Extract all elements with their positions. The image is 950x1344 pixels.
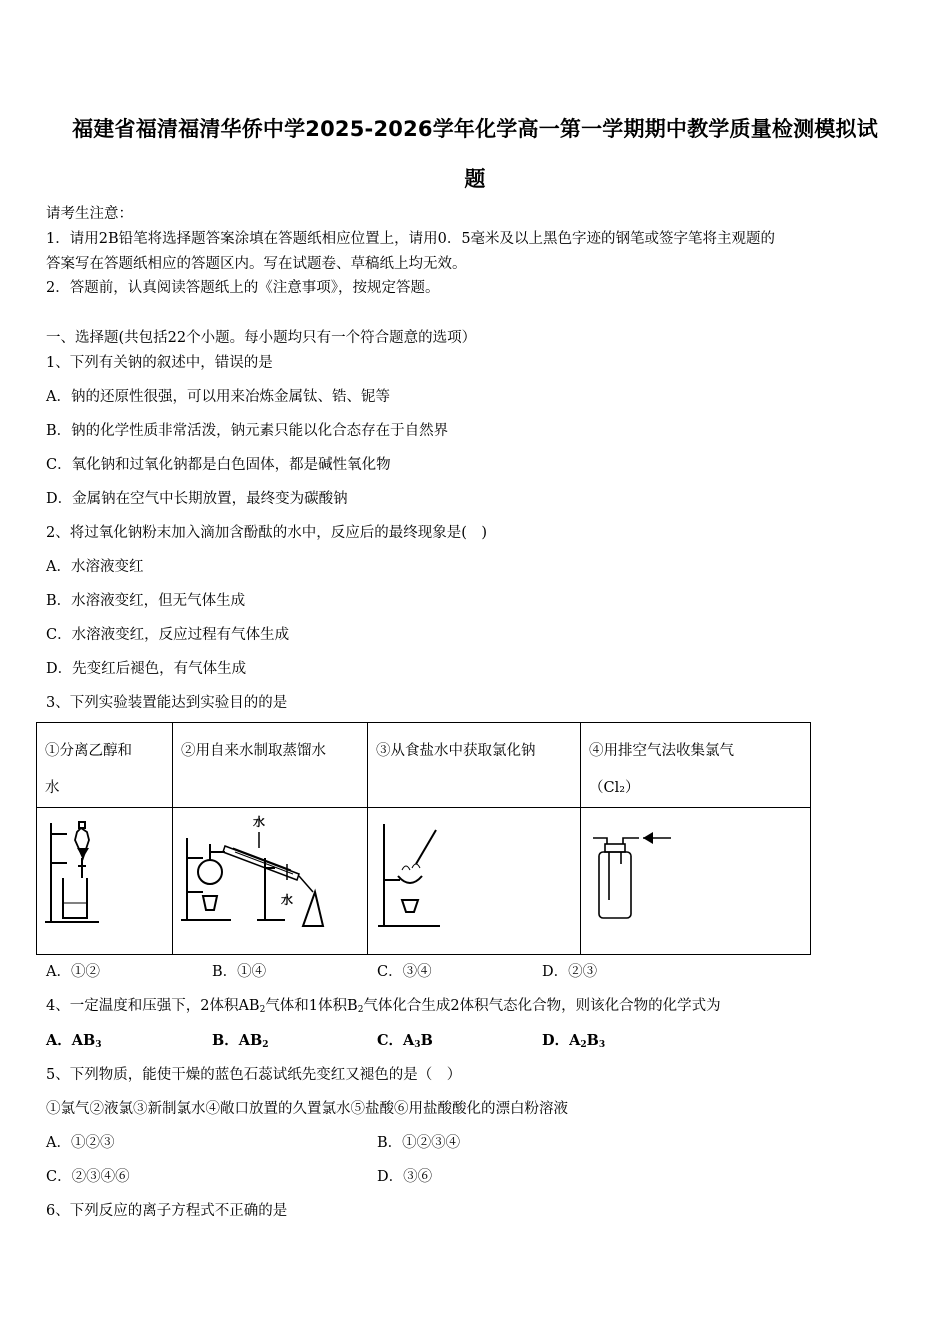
- question-5-stem: 5、下列物质，能使干燥的蓝色石蕊试纸先变红又褪色的是（ ）: [46, 1067, 462, 1083]
- question-5-option-a[interactable]: A．①②③: [46, 1135, 115, 1151]
- section-heading: 一、选择题(共包括22个小题。每小题均只有一个符合题意的选项）: [46, 330, 477, 346]
- question-2-stem: 2、将过氧化钠粉末加入滴加含酚酞的水中，反应后的最终现象是( ): [46, 525, 488, 541]
- evaporation-apparatus-diagram: [368, 808, 580, 954]
- apparatus-cell-3-label: [368, 723, 581, 808]
- notice-heading: 请考生注意：: [46, 206, 133, 222]
- question-2-option-d[interactable]: D．先变红后褪色，有气体生成: [46, 661, 247, 677]
- cell-3-label-line1: ③从食盐水中获取氯化钠: [376, 743, 536, 759]
- cell-2-label-line1: ②用自来水制取蒸馏水: [181, 743, 326, 759]
- distillation-apparatus-diagram: [173, 808, 367, 954]
- question-3-option-b[interactable]: B．①④: [212, 964, 267, 980]
- question-4-option-c[interactable]: C．$A_3B$: [377, 1032, 433, 1050]
- question-1-option-d[interactable]: D．金属钠在空气中长期放置，最终变为碳酸钠: [46, 491, 348, 507]
- question-3-stem: 3、下列实验装置能达到实验目的的是: [46, 695, 288, 711]
- question-5-option-d[interactable]: D．③⑥: [377, 1169, 433, 1185]
- water-outlet-label: 水: [281, 893, 294, 907]
- notice-item2: 2．答题前，认真阅读答题纸上的《注意事项》，按规定答题。: [46, 280, 440, 296]
- apparatus-cell-1-label: [37, 723, 173, 808]
- question-5-items: ①氯气②液氯③新制氯水④敞口放置的久置氯水⑤盐酸⑥用盐酸酸化的漂白粉溶液: [46, 1101, 568, 1117]
- gas-collection-bottle-diagram: [581, 808, 810, 954]
- separatory-funnel-diagram: [37, 808, 172, 954]
- cell-4-label-line2: （Cl₂）: [589, 780, 640, 796]
- water-inlet-label: 水: [253, 815, 266, 829]
- question-3-option-c[interactable]: C．③④: [377, 964, 432, 980]
- question-4-stem: 4、一定温度和压强下，2体积$AB_2$气体和1体积$B_2$气体化合生成2体积气态化合物，则该化合物的化学式为: [46, 998, 721, 1015]
- apparatus-table: [36, 722, 811, 955]
- question-2-option-c[interactable]: C．水溶液变红，反应过程有气体生成: [46, 627, 290, 643]
- apparatus-cell-4-image: [581, 808, 811, 955]
- apparatus-cell-1-image: [37, 808, 173, 955]
- cell-1-label-line2: 水: [45, 780, 60, 796]
- exam-title-line1: 福建省福清福清华侨中学2025-2026学年化学高一第一学期期中教学质量检测模拟试: [72, 117, 878, 141]
- question-1-option-c[interactable]: C．氧化钠和过氧化钠都是白色固体，都是碱性氧化物: [46, 457, 391, 473]
- apparatus-cell-3-image: [368, 808, 581, 955]
- question-2-option-b[interactable]: B．水溶液变红，但无气体生成: [46, 593, 246, 609]
- question-2-option-a[interactable]: A．水溶液变红: [46, 559, 144, 575]
- question-4-option-d[interactable]: D．$A_2B_3$: [542, 1032, 606, 1050]
- question-1-option-b[interactable]: B．钠的化学性质非常活泼，钠元素只能以化合态存在于自然界: [46, 423, 449, 439]
- apparatus-cell-4-label: [581, 723, 811, 808]
- question-3-option-d[interactable]: D．②③: [542, 964, 598, 980]
- question-5-option-c[interactable]: C．②③④⑥: [46, 1169, 130, 1185]
- cell-4-label-line1: ④用排空气法收集氯气: [589, 743, 734, 759]
- apparatus-cell-2-label: [173, 723, 368, 808]
- question-6-stem: 6、下列反应的离子方程式不正确的是: [46, 1203, 288, 1219]
- question-5-option-b[interactable]: B．①②③④: [377, 1135, 461, 1151]
- question-4-option-a[interactable]: A．$AB_3$: [46, 1032, 102, 1050]
- notice-item1-line2: 答案写在答题纸相应的答题区内。写在试题卷、草稿纸上均无效。: [46, 256, 467, 272]
- exam-title-line2: 题: [464, 167, 486, 191]
- question-4-option-b[interactable]: B．$AB_2$: [212, 1032, 269, 1050]
- question-1-stem: 1、下列有关钠的叙述中，错误的是: [46, 355, 273, 371]
- cell-1-label-line1: ①分离乙醇和: [45, 743, 132, 759]
- question-1-option-a[interactable]: A．钠的还原性很强，可以用来冶炼金属钛、锆、铌等: [46, 389, 390, 405]
- question-3-option-a[interactable]: A．①②: [46, 964, 100, 980]
- apparatus-cell-2-image: [173, 808, 368, 955]
- notice-item1-line1: 1．请用2B铅笔将选择题答案涂填在答题纸相应位置上，请用0．5毫米及以上黑色字迹的钢笔或签字笔将主观题的: [46, 231, 776, 247]
